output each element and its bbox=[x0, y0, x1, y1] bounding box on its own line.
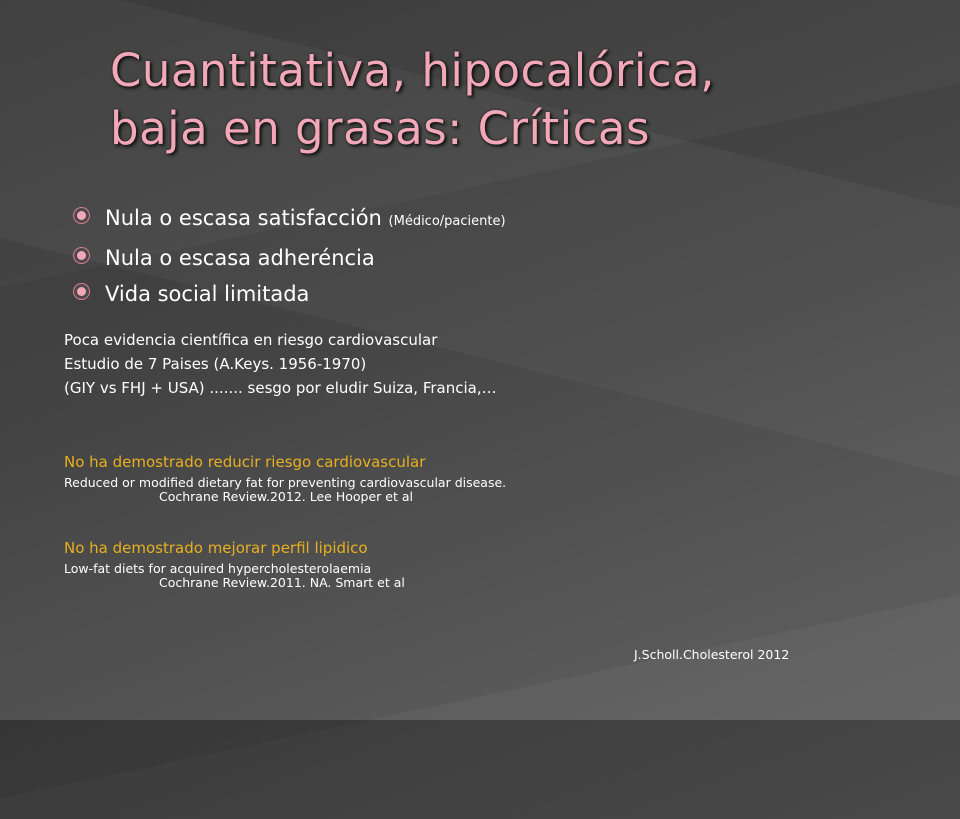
bullet-circle-icon bbox=[77, 251, 86, 260]
evidence-line: Estudio de 7 Paises (A.Keys. 1956-1970) bbox=[64, 355, 367, 373]
reference-title: Low-fat diets for acquired hypercholesterolaemia bbox=[64, 561, 372, 576]
reference-source: Cochrane Review.2011. NA. Smart et al bbox=[159, 575, 405, 590]
reference-source: Cochrane Review.2012. Lee Hooper et al bbox=[159, 489, 413, 504]
title-line-2: baja en grasas: Críticas bbox=[110, 102, 650, 155]
title-line-1: Cuantitativa, hipocalórica, bbox=[110, 44, 715, 97]
bullet-text: Vida social limitada bbox=[105, 282, 310, 306]
bullet-item bbox=[75, 240, 506, 276]
bullet-circle-icon bbox=[77, 211, 86, 220]
reference-title: Reduced or modified dietary fat for preventing cardiovascular disease. bbox=[64, 475, 507, 490]
evidence-paragraph bbox=[64, 328, 497, 400]
finding-reference bbox=[64, 562, 405, 590]
finding-heading: No ha demostrado mejorar perfil lipidico bbox=[64, 539, 368, 557]
bullet-item bbox=[75, 200, 506, 240]
bullet-item bbox=[75, 276, 506, 312]
footer-citation: J.Scholl.Cholesterol 2012 bbox=[634, 647, 790, 662]
bullet-text: Nula o escasa satisfacción bbox=[105, 206, 389, 230]
bullet-text: Nula o escasa adheréncia bbox=[105, 246, 375, 270]
bullet-list bbox=[75, 200, 506, 312]
bullet-circle-icon bbox=[77, 287, 86, 296]
evidence-line: (GIY vs FHJ + USA) ....... sesgo por eludir Suiza, Francia,… bbox=[64, 379, 497, 397]
evidence-line: Poca evidencia científica en riesgo cardiovascular bbox=[64, 331, 438, 349]
finding-heading: No ha demostrado reducir riesgo cardiovascular bbox=[64, 453, 426, 471]
bullet-note: (Médico/paciente) bbox=[388, 214, 506, 229]
slide-title bbox=[110, 42, 930, 158]
finding-reference bbox=[64, 476, 506, 504]
